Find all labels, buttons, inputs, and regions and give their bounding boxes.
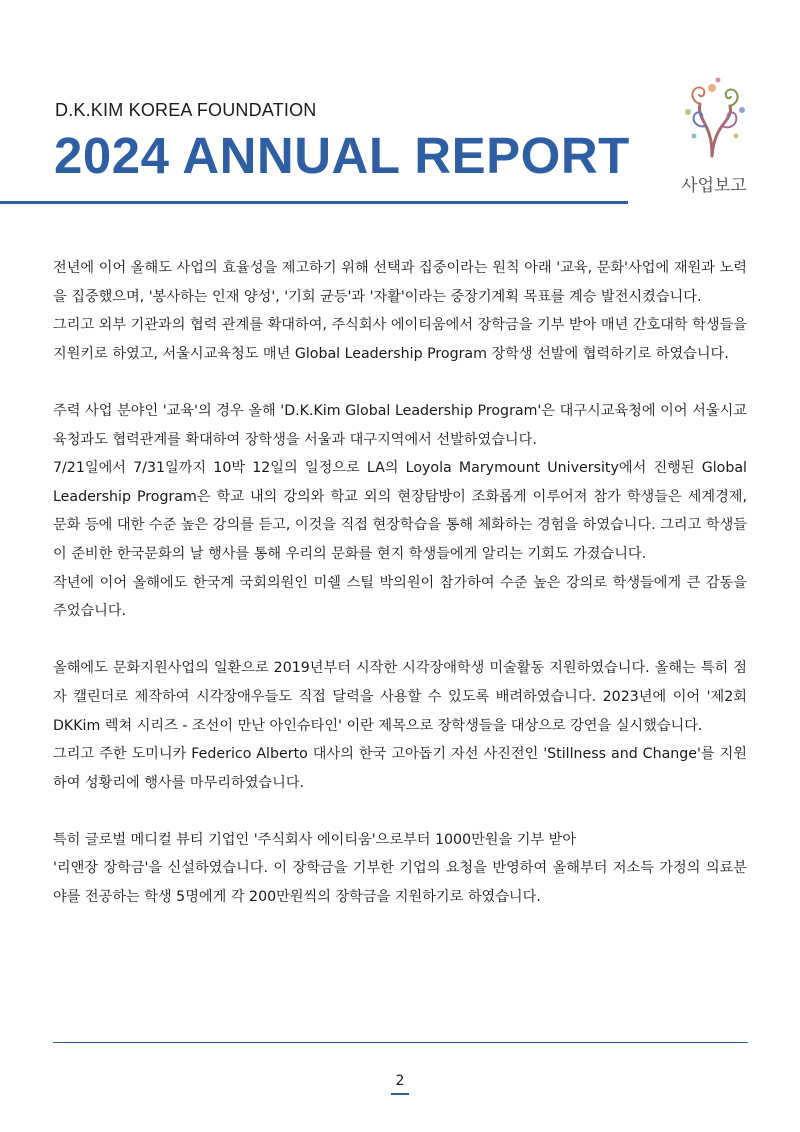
paragraph: 주력 사업 분야인 '교육'의 경우 올해 'D.K.Kim Global Leadership Program'은 대구시교육청에 이어 서울시교육청과도 협력관계를 확대하여 장학생을 서울과 대구지역에서 선발하였습니다. [53, 402, 747, 448]
paragraph: 7/21일에서 7/31일까지 10박 12일의 일정으로 LA의 Loyola Marymount University에서 진행된 Global Leadership Program은 학교 내의 강의와 학교 외의 현장탐방이 조화롭게 이루어져 참가 학생들은 세계경제, 문화 등에 대한 수준 높은 강의를 듣고, 이것을 직접 현장학습을 통해 체화하는 경험을 하였습니다. 그리고 학생들이 준비한 한국문화의 날 행사를 통해 우리의 문화를 현지 학생들에게 알리는 기회도 가졌습니다. [53, 460, 747, 562]
paragraph: 특히 글로벌 메디컬 뷰티 기업인 '주식회사 에이티움'으로부터 1000만원을 기부 받아 [53, 831, 577, 848]
paragraph: 올해에도 문화지원사업의 일환으로 2019년부터 시작한 시각장애학생 미술활동 지원하였습니다. 올해는 특히 점자 캘린더로 제작하여 시각장애우들도 직접 달력을 사용할 수 있도록 배려하였습니다. 2023년에 이어 '제2회 DKKim 렉쳐 시리즈 - 조선이 만난 아인슈타인' 이란 제목으로 장학생들을 대상으로 강연을 실시했습니다. [53, 660, 747, 734]
paragraph: 작년에 이어 올해에도 한국계 국회의원인 미쉘 스틸 박의원이 참가하여 수준 높은 강의로 학생들에게 큰 감동을 주었습니다. [53, 574, 747, 620]
logo-label: 사업보고 [681, 176, 747, 196]
title-divider [0, 201, 628, 204]
page-number: 2 [395, 1073, 405, 1089]
page-number-underline [391, 1093, 409, 1095]
footer-divider [53, 1042, 748, 1043]
paragraph: 그리고 주한 도미니카 Federico Alberto 대사의 한국 고아돕기 자선 사진전인 'Stillness and Change'를 지원하여 성황리에 행사를 마무리하였습니다. [53, 746, 747, 791]
org-name: D.K.KIM KOREA FOUNDATION [55, 100, 317, 120]
paragraph: 그리고 외부 기관과의 협력 관계를 확대하여, 주식회사 에이티움에서 장학금을 기부 받아 매년 간호대학 학생들을 지원키로 하였고, 서울시교육청도 매년 Global Leadership Program 장학생 선발에 협력하기로 하였습니다. [53, 317, 747, 362]
report-title: 2024 ANNUAL REPORT [54, 127, 630, 184]
paragraph: 전년에 이어 올해도 사업의 효율성을 제고하기 위해 선택과 집중이라는 원칙 아래 '교육, 문화'사업에 재원과 노력을 집중했으며, '봉사하는 인재 양성', '기회 균등'과 '자활'이라는 중장기계획 목표를 계승 발전시켰습니다. [53, 260, 747, 305]
report-body [53, 254, 747, 912]
paragraph: '리앤장 장학금'을 신설하였습니다. 이 장학금을 기부한 기업의 요청을 반영하여 올해부터 저소득 가정의 의료분야를 전공하는 학생 5명에게 각 200만원씩의 장학금을 지원하기로 하였습니다. [53, 860, 747, 906]
foundation-tree-logo-icon [672, 76, 754, 158]
